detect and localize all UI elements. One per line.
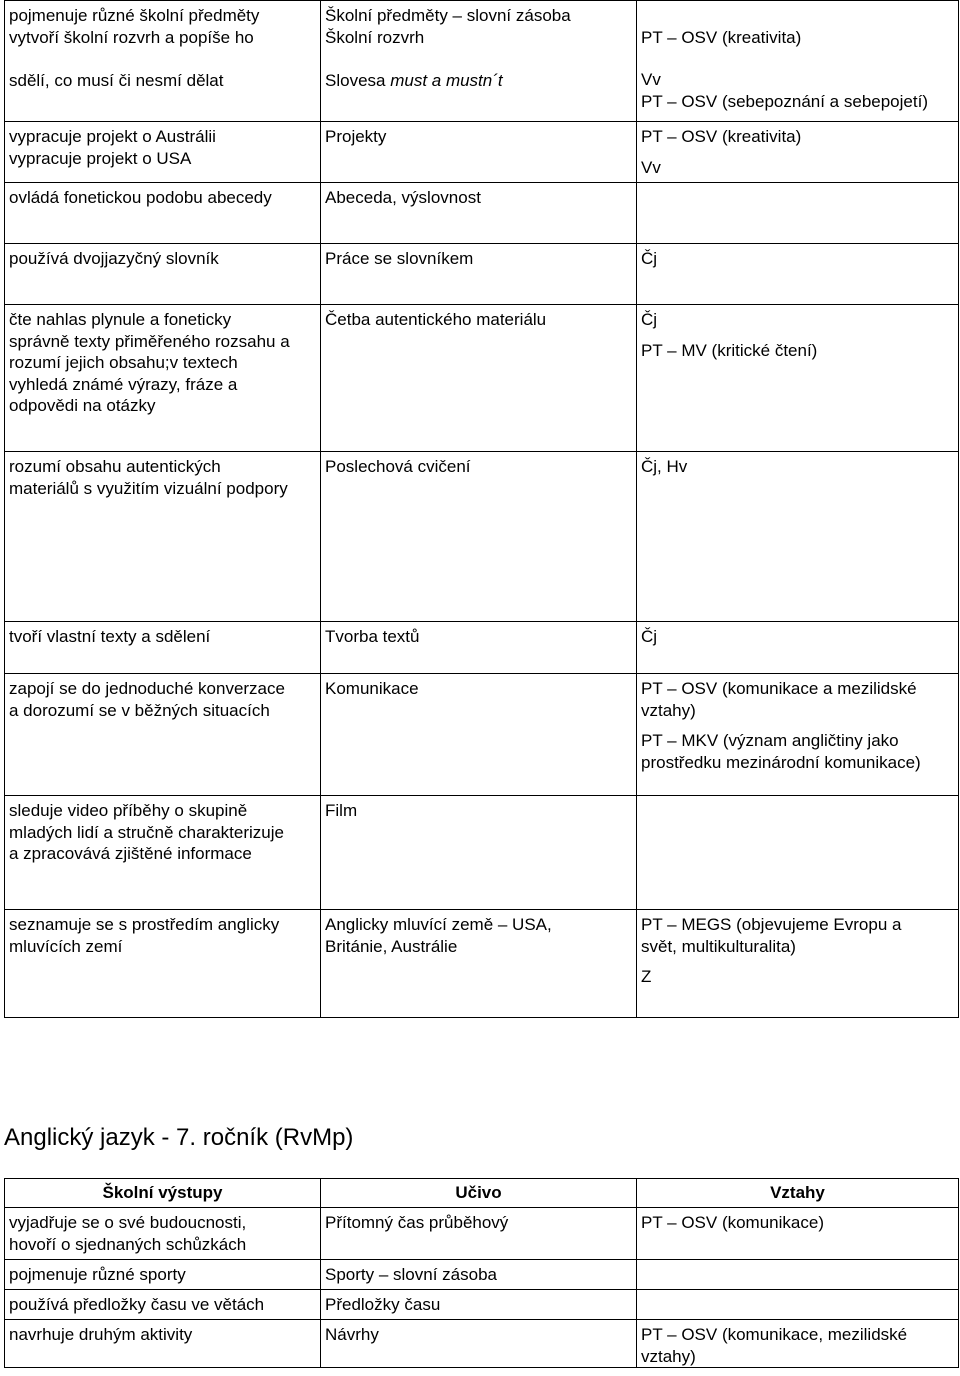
cell-line <box>9 48 316 70</box>
cell-line: Anglicky mluvící země – USA, <box>325 915 552 934</box>
cell-line: Čj <box>641 249 658 268</box>
header-relations: Vztahy <box>637 1179 959 1208</box>
table-row <box>5 305 959 452</box>
cell-line: prostředku mezinárodní komunikace) <box>641 752 921 772</box>
cell-line: Návrhy <box>325 1325 379 1344</box>
relations-cell <box>637 1 959 122</box>
curriculum-table-7 <box>4 1178 959 1368</box>
relations-cell <box>637 910 959 1018</box>
relations-cell <box>637 183 959 244</box>
header-content: Učivo <box>321 1179 637 1208</box>
cell-line: PT – MV (kritické čtení) <box>641 340 818 360</box>
content-cell <box>321 122 637 183</box>
cell-line: Vv <box>641 70 661 89</box>
table-row <box>5 1320 959 1368</box>
relations-cell <box>637 244 959 305</box>
content-cell <box>321 1208 637 1260</box>
cell-line: vztahy) <box>641 700 696 720</box>
cell-line: svět, multikulturalita) <box>641 936 796 956</box>
cell-line: Z <box>641 967 652 986</box>
cell-line: pojmenuje různé sporty <box>9 1265 186 1284</box>
cell-line: a zpracovává zjištěné informace <box>9 844 252 863</box>
content-cell <box>321 1 637 122</box>
cell-line: Čj <box>641 310 658 329</box>
cell-line: ovládá fonetickou podobu abecedy <box>9 188 272 207</box>
outcome-cell <box>5 1290 321 1320</box>
table-row <box>5 244 959 305</box>
cell-line: Komunikace <box>325 679 419 698</box>
content-cell <box>321 796 637 910</box>
table-row <box>5 674 959 796</box>
cell-line: pojmenuje různé školní předměty <box>9 6 260 25</box>
outcome-cell <box>5 122 321 183</box>
cell-line: Školní rozvrh <box>325 27 425 47</box>
content-cell <box>321 183 637 244</box>
outcome-cell <box>5 674 321 796</box>
relations-cell <box>637 122 959 183</box>
content-cell <box>321 452 637 622</box>
content-cell <box>321 1290 637 1320</box>
cell-line: PT – OSV (kreativita) <box>641 27 802 47</box>
cell-line: hovoří o sjednaných schůzkách <box>9 1234 247 1254</box>
relations-cell <box>637 1290 959 1320</box>
outcome-cell <box>5 1208 321 1260</box>
cell-line: navrhuje druhým aktivity <box>9 1325 193 1344</box>
cell-line: rozumí obsahu autentických <box>9 457 221 476</box>
table-row <box>5 122 959 183</box>
cell-line: Poslechová cvičení <box>325 457 471 476</box>
content-cell <box>321 1320 637 1368</box>
content-cell <box>321 910 637 1018</box>
cell-line: Tvorba textů <box>325 627 420 646</box>
cell-line: Sporty – slovní zásoba <box>325 1265 497 1284</box>
content-cell <box>321 244 637 305</box>
cell-line: používá dvojjazyčný slovník <box>9 249 219 268</box>
cell-line: Film <box>325 801 358 820</box>
table-row <box>5 183 959 244</box>
table-row <box>5 1290 959 1320</box>
table-row <box>5 452 959 622</box>
content-cell <box>321 1260 637 1290</box>
cell-line: vyjadřuje se o své budoucnosti, <box>9 1213 247 1232</box>
cell-line: PT – OSV (komunikace a mezilidské <box>641 679 917 698</box>
relations-cell <box>637 1320 959 1368</box>
outcome-cell <box>5 305 321 452</box>
relations-cell <box>637 674 959 796</box>
relations-cell <box>637 622 959 674</box>
relations-cell <box>637 1208 959 1260</box>
cell-line: PT – OSV (sebepoznání a sebepojetí) <box>641 91 928 111</box>
cell-line: vypracuje projekt o Austrálii <box>9 127 216 146</box>
header-row <box>5 1179 959 1208</box>
section-heading: Anglický jazyk - 7. ročník (RvMp) <box>4 1124 354 1151</box>
outcome-cell <box>5 1320 321 1368</box>
cell-line: odpovědi na otázky <box>9 396 156 415</box>
table-row <box>5 1 959 122</box>
cell-line: PT – MKV (význam angličtiny jako <box>641 731 899 750</box>
cell-line: sdělí, co musí či nesmí dělat <box>9 70 224 90</box>
relations-cell <box>637 796 959 910</box>
cell-line: čte nahlas plynule a foneticky <box>9 310 232 329</box>
cell-line: PT – OSV (kreativita) <box>641 127 802 146</box>
cell-line: mladých lidí a stručně charakterizuje <box>9 822 284 842</box>
table-row <box>5 622 959 674</box>
cell-line: rozumí jejich obsahu;v textech <box>9 353 238 372</box>
cell-line: sleduje video příběhy o skupině <box>9 801 248 820</box>
cell-line: Abeceda, výslovnost <box>325 188 481 207</box>
cell-line: vyhledá známé výrazy, fráze a <box>9 374 238 394</box>
relations-cell <box>637 452 959 622</box>
curriculum-table-6 <box>4 0 959 1018</box>
cell-line: vztahy) <box>641 1346 696 1366</box>
outcome-cell <box>5 910 321 1018</box>
relations-cell <box>637 1260 959 1290</box>
cell-line: a dorozumí se v běžných situacích <box>9 700 270 720</box>
content-cell <box>321 305 637 452</box>
cell-line: Přítomný čas průběhový <box>325 1213 509 1232</box>
cell-line <box>641 5 954 27</box>
cell-line: vypracuje projekt o USA <box>9 148 192 168</box>
cell-line: Četba autentického materiálu <box>325 310 547 329</box>
outcome-cell <box>5 796 321 910</box>
cell-line: vytvoří školní rozvrh a popíše ho <box>9 27 254 47</box>
cell-line: Vv <box>641 157 661 177</box>
cell-line: zapojí se do jednoduché konverzace <box>9 679 285 698</box>
table-row <box>5 1208 959 1260</box>
outcome-cell <box>5 622 321 674</box>
cell-line: Čj <box>641 627 658 646</box>
cell-line: Slovesa must a mustn´t <box>325 70 503 90</box>
cell-line: mluvících zemí <box>9 936 123 956</box>
cell-line: Čj, Hv <box>641 457 688 476</box>
cell-line: PT – OSV (komunikace, mezilidské <box>641 1325 908 1344</box>
outcome-cell <box>5 1260 321 1290</box>
cell-line: PT – MEGS (objevujeme Evropu a <box>641 915 902 934</box>
outcome-cell <box>5 1 321 122</box>
cell-line: PT – OSV (komunikace) <box>641 1213 824 1232</box>
cell-line: seznamuje se s prostředím anglicky <box>9 915 280 934</box>
cell-line: Projekty <box>325 127 387 146</box>
cell-line: správně texty přiměřeného rozsahu a <box>9 331 290 351</box>
cell-line: tvoří vlastní texty a sdělení <box>9 627 211 646</box>
cell-line: Práce se slovníkem <box>325 249 474 268</box>
content-cell <box>321 674 637 796</box>
cell-line: Británie, Austrálie <box>325 936 458 956</box>
table-row <box>5 910 959 1018</box>
cell-line: používá předložky času ve větách <box>9 1295 265 1314</box>
content-cell <box>321 622 637 674</box>
outcome-cell <box>5 452 321 622</box>
table-row <box>5 1260 959 1290</box>
cell-line: materiálů s využitím vizuální podpory <box>9 478 288 498</box>
relations-cell <box>637 305 959 452</box>
cell-line <box>325 48 632 70</box>
cell-line: Školní předměty – slovní zásoba <box>325 6 571 25</box>
table-row <box>5 796 959 910</box>
outcome-cell <box>5 244 321 305</box>
header-outcomes: Školní výstupy <box>5 1179 321 1208</box>
cell-line: Předložky času <box>325 1295 441 1314</box>
outcome-cell <box>5 183 321 244</box>
